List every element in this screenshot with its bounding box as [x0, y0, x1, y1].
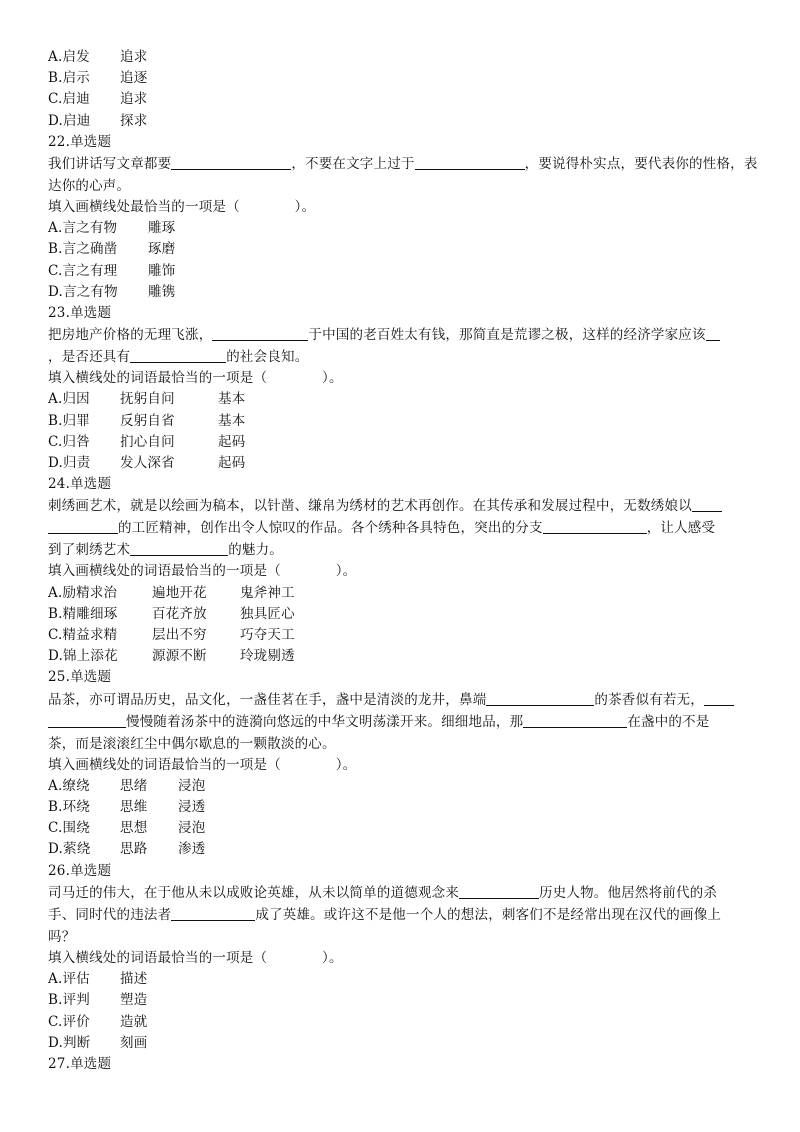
option-b[interactable]: B.言之确凿 琢磨: [48, 241, 176, 258]
question-24: [48, 474, 768, 667]
question-prompt: 填入画横线处的词语最恰当的一项是（ ）。: [48, 756, 357, 773]
option-b[interactable]: B.评判 塑造: [48, 992, 148, 1009]
option-c[interactable]: C.评价 造就: [48, 1013, 148, 1030]
document-page: [48, 47, 768, 1075]
blank-line: [459, 884, 539, 899]
blank-line: [171, 906, 255, 921]
option-a[interactable]: A.言之有物 雕琢: [48, 220, 176, 237]
question-23: [48, 303, 768, 474]
option-d[interactable]: D.萦绕 思路 渗透: [48, 841, 206, 858]
option-a[interactable]: A.归因 抚躬自问 基本: [48, 391, 246, 408]
option-d[interactable]: D.判断 刻画: [48, 1034, 148, 1051]
question-stem: 把房地产价格的无理飞涨， 于中国的老百姓太有钱，那简直是荒谬之极，这样的经济学家应该 ，是否还具有 的社会良知。: [48, 324, 768, 368]
option-a[interactable]: A.缭绕 思绪 浸泡: [48, 777, 206, 794]
blank-line: [171, 155, 291, 170]
option-c[interactable]: C.精益求精 层出不穷 巧夺天工: [48, 627, 295, 644]
question-number: 25.单选题: [48, 669, 112, 686]
question-25: [48, 667, 768, 860]
blank-line: [523, 713, 627, 728]
question-stem: 刺绣画艺术，就是以绘画为稿本，以针凿、缣帛为绣材的艺术再创作。在其传承和发展过程中，无数绣娘以 的工匠精神，创作出令人惊叹的作品。各个绣种各具特色，突出的分支 ，让人感受 到了刺绣艺术 的魅力。: [48, 495, 768, 561]
option-a[interactable]: A.启发 追求: [48, 49, 148, 65]
question-prompt: 填入画横线处最恰当的一项是（ ）。: [48, 199, 316, 216]
question-26: [48, 861, 768, 1054]
option-c[interactable]: C.言之有理 雕饰: [48, 262, 176, 279]
option-b[interactable]: B.归罪 反躬自省 基本: [48, 412, 246, 429]
question-27: [48, 1054, 768, 1075]
question-22: [48, 132, 768, 303]
question-number: 27.单选题: [48, 1055, 112, 1072]
option-a[interactable]: A.励精求治 遍地开花 鬼斧神工: [48, 584, 295, 601]
blank-line: [706, 326, 720, 341]
option-a[interactable]: A.评估 描述: [48, 971, 148, 988]
question-stem: 品茶，亦可谓品历史，品文化，一盏佳茗在手，盏中是清淡的龙井，鼻端 的茶香似有若无， 慢慢随着汤茶中的涟漪向悠远的中华文明荡漾开来。细细地品，那 在盏中的不是 茶，而是滚滚红尘中偶尔歇息的一颗散淡的心。: [48, 689, 768, 755]
blank-line: [543, 519, 647, 534]
blank-line: [48, 519, 118, 534]
option-c[interactable]: C.启迪 追求: [48, 91, 148, 108]
question-prompt: 填入横线处的词语最恰当的一项是（ ）。: [48, 370, 343, 387]
blank-line: [692, 497, 722, 512]
question-prompt: 填入画横线处的词语最恰当的一项是（ ）。: [48, 563, 357, 580]
blank-line: [212, 326, 308, 341]
question-stem: 我们讲话写文章都要 ，不要在文字上过于 ，要说得朴实点，要代表你的性格，表 达你的心声。: [48, 156, 758, 195]
option-c[interactable]: C.围绕 思想 浸泡: [48, 820, 206, 837]
option-b[interactable]: B.环绕 思维 浸透: [48, 799, 206, 816]
blank-line: [486, 691, 594, 706]
question-stem: 司马迁的伟大，在于他从未以成败论英雄，从未以简单的道德观念来 历史人物。他居然将前代的杀 手、同时代的违法者 成了英雄。或许这不是他一个人的想法，刺客们不是经常出现在汉代的画像上 吗？: [48, 884, 722, 945]
question-number: 23.单选题: [48, 305, 112, 322]
option-d[interactable]: D.锦上添花 源源不断 玲珑剔透: [48, 648, 295, 665]
question-number: 22.单选题: [48, 133, 112, 150]
option-b[interactable]: B.精雕细琢 百花齐放 独具匠心: [48, 605, 295, 622]
option-d[interactable]: D.归责 发人深省 起码: [48, 455, 246, 472]
blank-line: [48, 713, 126, 728]
blank-line: [415, 155, 525, 170]
question-prompt: 填入横线处的词语最恰当的一项是（ ）。: [48, 949, 343, 966]
option-c[interactable]: C.归咎 扪心自问 起码: [48, 433, 246, 450]
option-b[interactable]: B.启示 追逐: [48, 70, 148, 87]
blank-line: [704, 691, 734, 706]
question-number: 24.单选题: [48, 476, 112, 493]
prev-question-options: [48, 47, 768, 132]
question-number: 26.单选题: [48, 862, 112, 879]
option-d[interactable]: D.启迪 探求: [48, 112, 148, 129]
blank-line: [130, 541, 228, 556]
blank-line: [130, 348, 226, 363]
option-d[interactable]: D.言之有物 雕镌: [48, 283, 176, 300]
